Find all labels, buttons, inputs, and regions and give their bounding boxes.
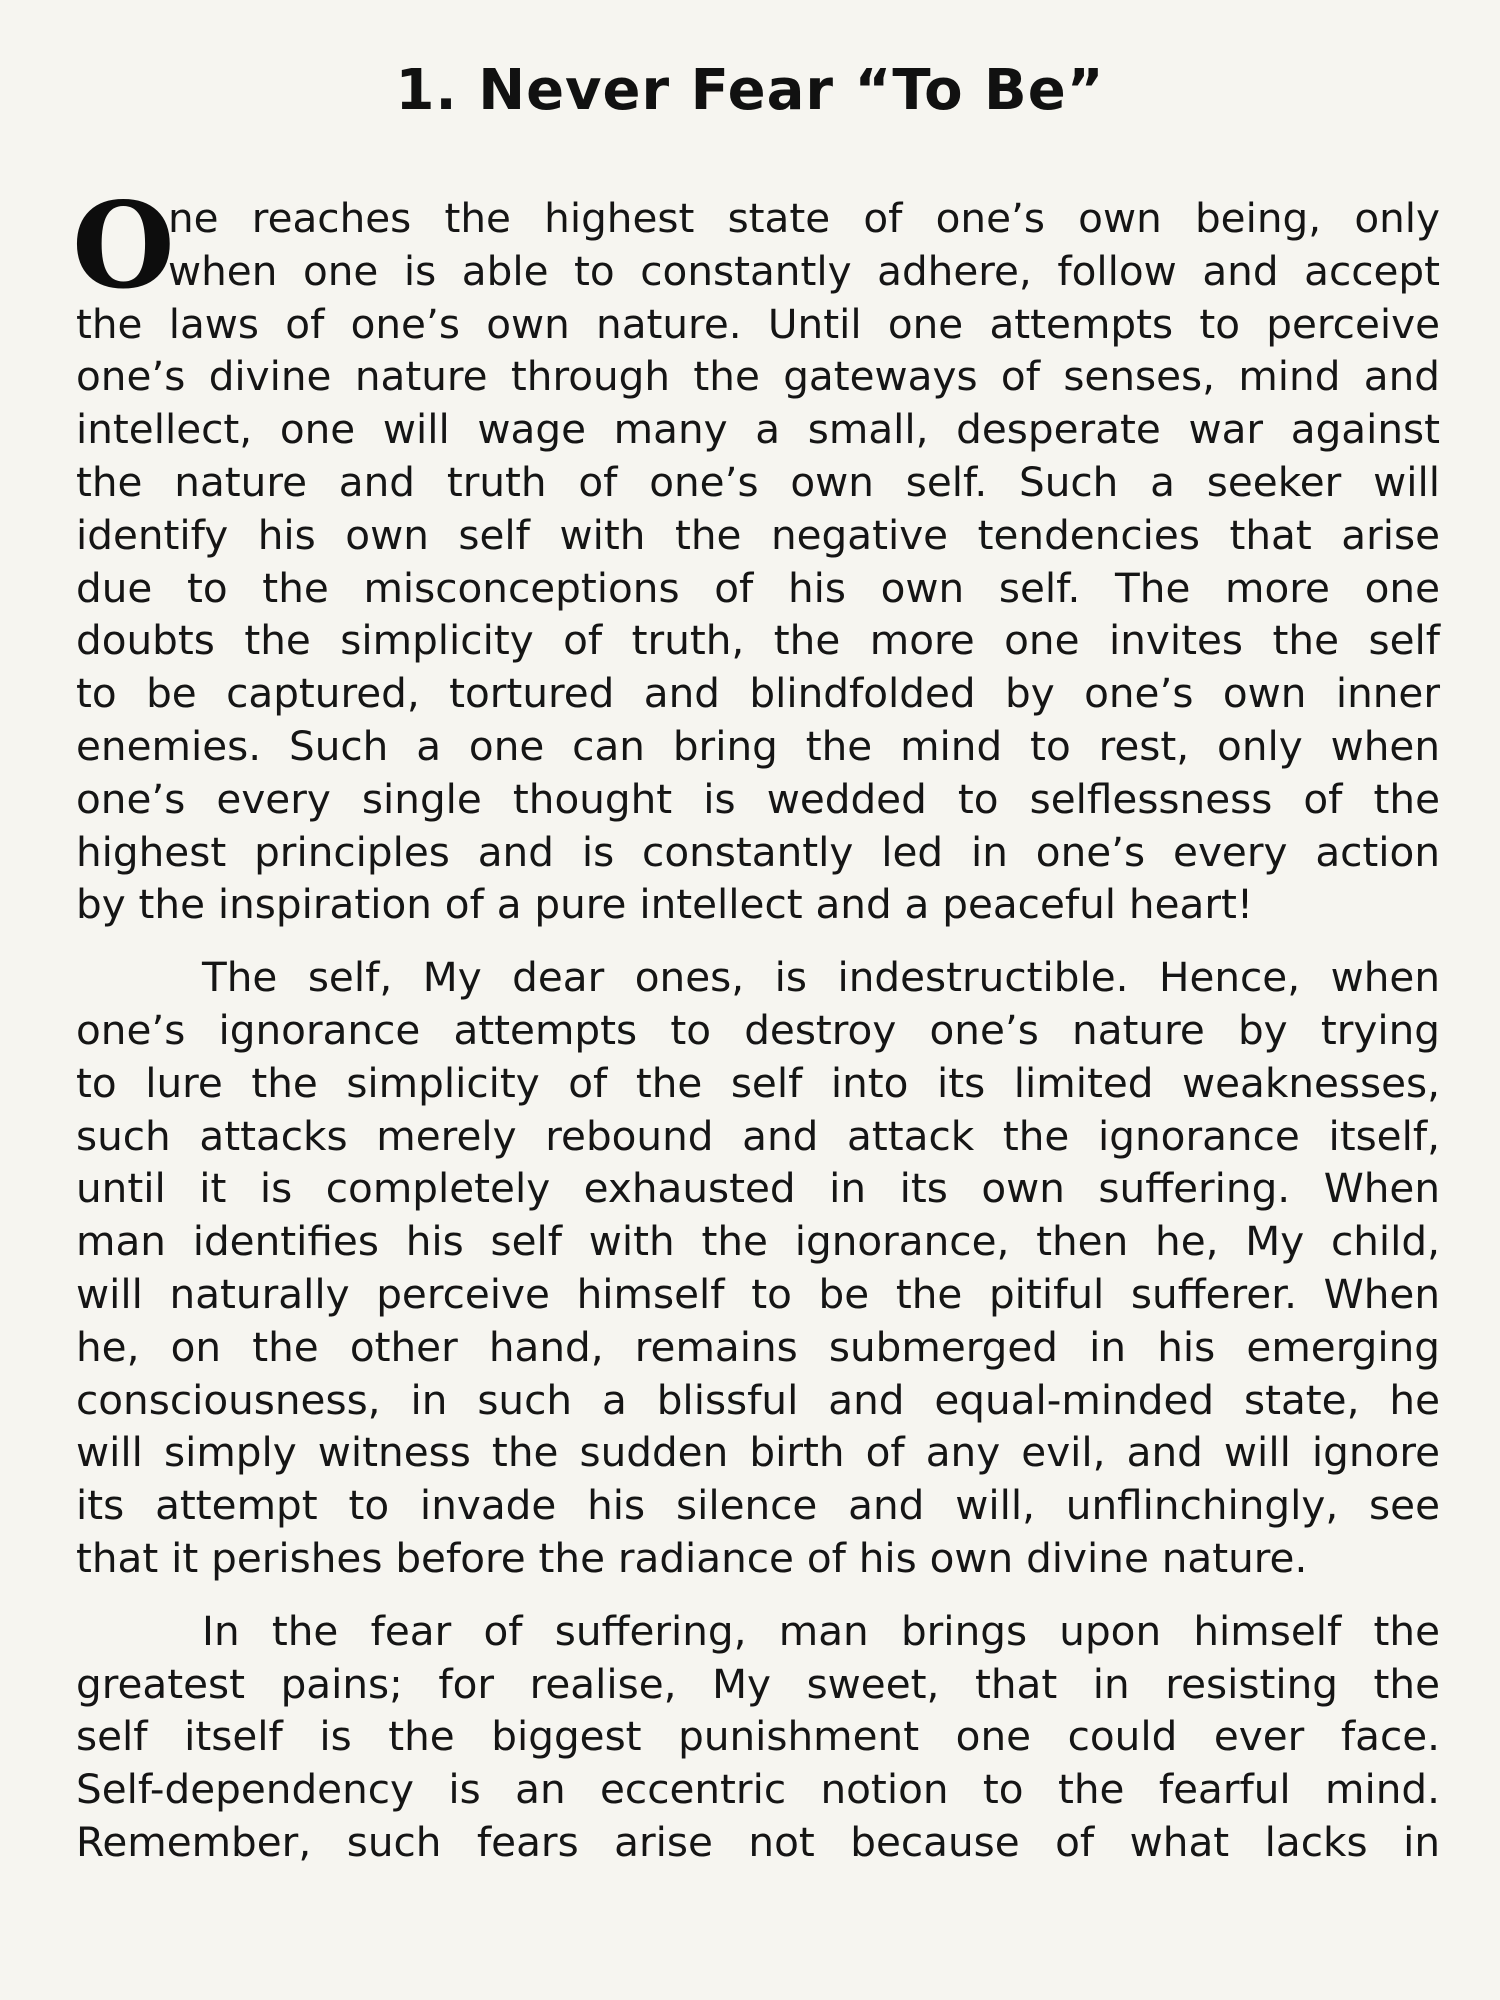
text-line: identify his own self with the negative tendencies that arise	[76, 510, 1440, 559]
text-line: greatest pains; for realise, My sweet, that in resisting the	[76, 1659, 1440, 1708]
text-line: the nature and truth of one’s own self. Such a seeker will	[76, 457, 1440, 506]
paragraph-1	[72, 176, 1440, 931]
paragraph-2	[76, 951, 1440, 1585]
drop-cap: O	[72, 176, 175, 315]
text-line: highest principles and is constantly led in one’s every action	[76, 827, 1440, 876]
text-line: such attacks merely rebound and attack the ignorance itself,	[76, 1111, 1440, 1160]
text-line: until it is completely exhausted in its own suffering. When	[76, 1164, 1440, 1213]
text-line: intellect, one will wage many a small, desperate war against	[76, 405, 1440, 454]
text-line: the laws of one’s own nature. Until one attempts to perceive	[76, 299, 1440, 348]
paragraph-3	[76, 1605, 1440, 1869]
chapter-title: 1. Never Fear “To Be”	[395, 58, 1105, 123]
text-line: its attempt to invade his silence and will, unflinchingly, see	[76, 1481, 1440, 1530]
text-line: self itself is the biggest punishment one could ever face.	[76, 1712, 1440, 1761]
text-line: he, on the other hand, remains submerged in his emerging	[76, 1322, 1440, 1371]
text-line: man identifies his self with the ignorance, then he, My child,	[76, 1217, 1440, 1266]
text-line: by the inspiration of a pure intellect and a peaceful heart!	[76, 880, 1254, 929]
text-line: to lure the simplicity of the self into its limited weaknesses,	[76, 1058, 1440, 1107]
text-line: The self, My dear ones, is indestructible. Hence, when	[202, 953, 1440, 1002]
text-line: consciousness, in such a blissful and equal-minded state, he	[76, 1375, 1440, 1424]
text-line: doubts the simplicity of truth, the more one invites the self	[76, 616, 1440, 665]
text-line: will naturally perceive himself to be the pitiful sufferer. When	[76, 1269, 1440, 1318]
text-line: that it perishes before the radiance of his own divine nature.	[76, 1533, 1308, 1582]
text-line: one’s ignorance attempts to destroy one’s nature by trying	[76, 1005, 1440, 1054]
text-line: one’s divine nature through the gateways of senses, mind and	[76, 352, 1440, 401]
text-line: Self-dependency is an eccentric notion to the fearful mind.	[76, 1765, 1440, 1814]
text-line: due to the misconceptions of his own self. The more one	[76, 563, 1440, 612]
text-line: to be captured, tortured and blindfolded by one’s own inner	[76, 669, 1440, 718]
text-line: In the fear of suffering, man brings upon himself the	[202, 1606, 1440, 1655]
text-line: ne reaches the highest state of one’s own being, only	[168, 194, 1440, 242]
text-line: will simply witness the sudden birth of any evil, and will ignore	[76, 1428, 1440, 1477]
text-line: one’s every single thought is wedded to selflessness of the	[76, 774, 1440, 823]
text-line: enemies. Such a one can bring the mind to rest, only when	[76, 721, 1440, 770]
text-line: when one is able to constantly adhere, follow and accept	[168, 246, 1440, 295]
chapter-body	[72, 176, 1440, 1869]
text-line: Remember, such fears arise not because of what lacks in	[76, 1817, 1440, 1866]
